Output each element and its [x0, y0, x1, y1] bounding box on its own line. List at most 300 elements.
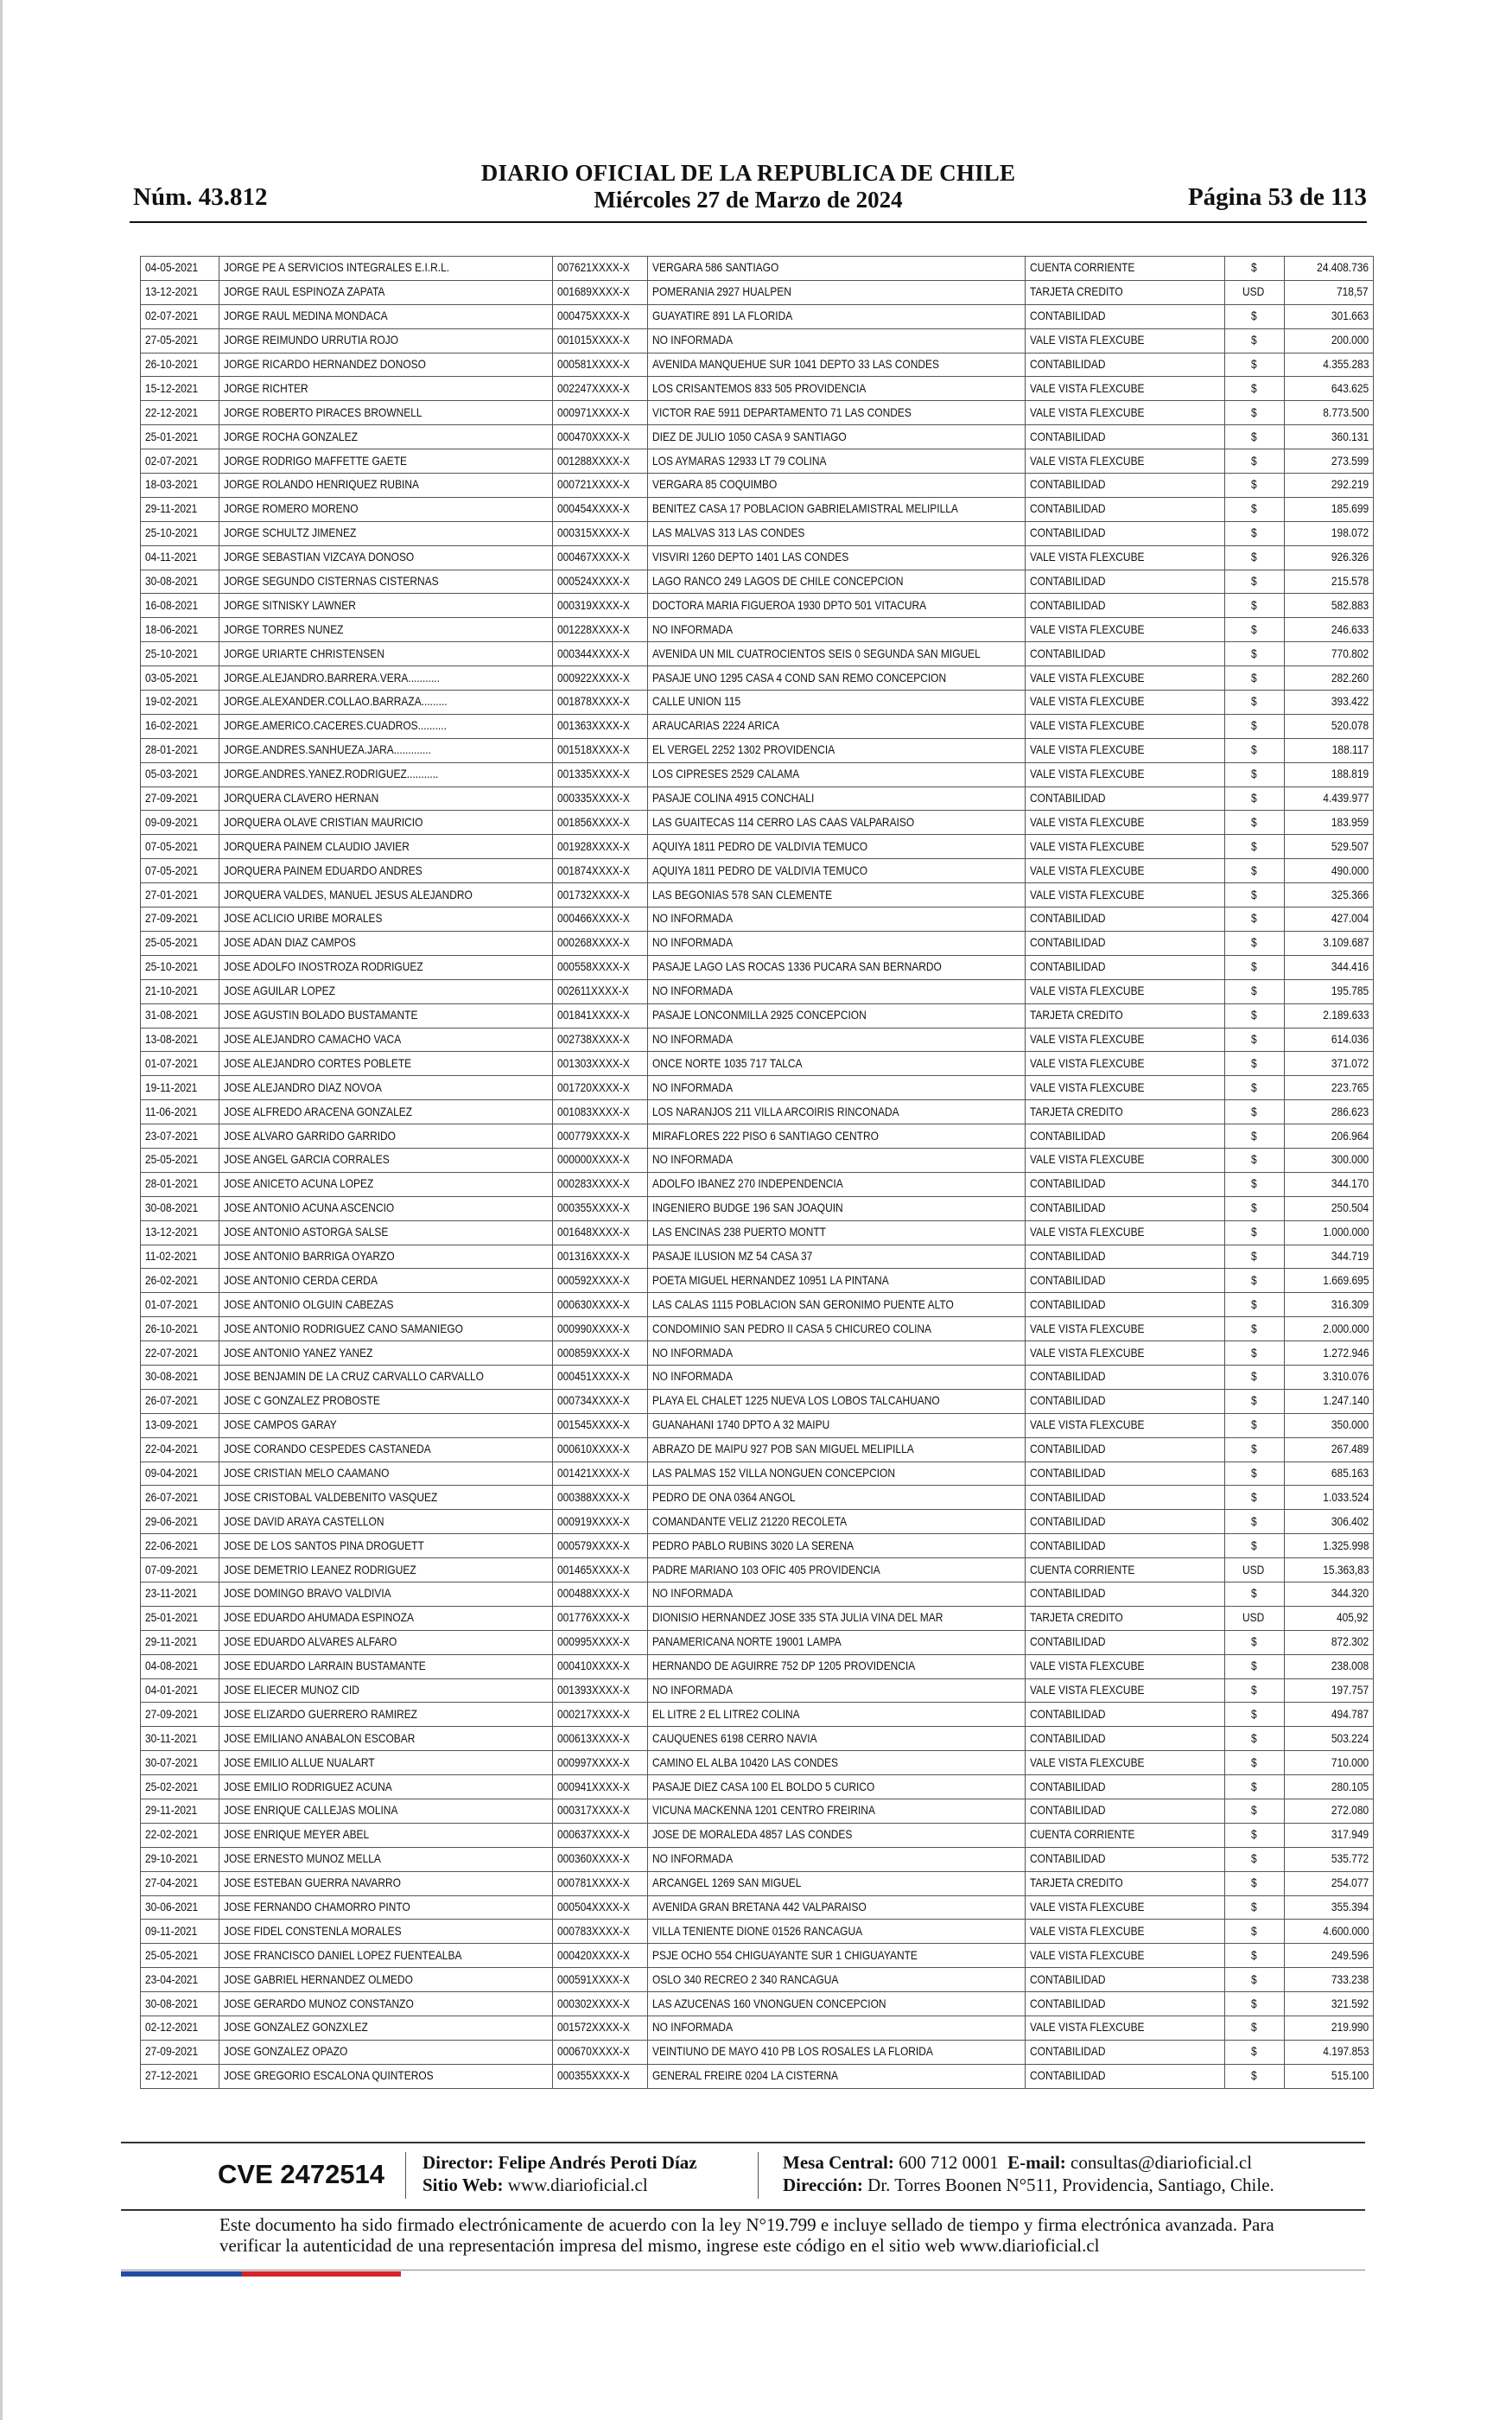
table-row — [141, 2016, 1374, 2041]
cell-name — [219, 328, 553, 353]
cell-currency-text: $ — [1251, 454, 1257, 468]
cell-currency — [1225, 1341, 1285, 1366]
cell-rut — [553, 1196, 648, 1220]
cell-currency-text: $ — [1251, 671, 1257, 685]
cell-name-text: JORGE SITNISKY LAWNER — [224, 598, 356, 612]
cell-account-type-text: VALE VISTA FLEXCUBE — [1030, 1683, 1145, 1697]
table-row — [141, 1992, 1374, 2016]
cell-name-text: JOSE ELIECER MUNOZ CID — [224, 1683, 359, 1697]
cell-name — [219, 304, 553, 328]
cell-amount-text: 3.310.076 — [1322, 1370, 1369, 1384]
cell-amount — [1285, 1389, 1374, 1413]
cell-address — [648, 1437, 1026, 1462]
cell-name — [219, 1413, 553, 1437]
cell-date-text: 02-07-2021 — [145, 454, 199, 468]
table-row — [141, 425, 1374, 449]
cell-amount-text: 219.990 — [1331, 2021, 1369, 2035]
cell-rut — [553, 1606, 648, 1630]
cell-amount-text: 282.260 — [1331, 671, 1369, 685]
cell-address-text: LOS NARANJOS 211 VILLA ARCOIRIS RINCONADA — [652, 1105, 899, 1118]
cell-address-text: NO INFORMADA — [652, 912, 734, 926]
cell-currency — [1225, 1630, 1285, 1654]
cell-address-text: GUAYATIRE 891 LA FLORIDA — [652, 309, 793, 323]
cell-rut-text: 000922XXXX-X — [557, 671, 630, 685]
cell-currency-text: $ — [1251, 960, 1257, 974]
cell-amount-text: 185.699 — [1331, 502, 1369, 516]
cell-name — [219, 738, 553, 762]
cell-name — [219, 1871, 553, 1895]
cell-account-type-text: CONTABILIDAD — [1030, 598, 1106, 612]
cell-address — [648, 1245, 1026, 1269]
cell-amount — [1285, 1510, 1374, 1534]
cell-address-text: LAS CALAS 1115 POBLACION SAN GERONIMO PUENTE ALTO — [652, 1297, 954, 1311]
cell-date-text: 27-09-2021 — [145, 792, 199, 806]
cell-currency-text: $ — [1251, 261, 1257, 275]
cell-rut — [553, 1124, 648, 1149]
cell-rut-text: 000470XXXX-X — [557, 430, 630, 443]
cell-amount-text: 1.669.695 — [1322, 1273, 1369, 1287]
cell-date — [141, 883, 219, 908]
cell-currency — [1225, 1172, 1285, 1196]
cell-address — [648, 545, 1026, 570]
cell-rut — [553, 545, 648, 570]
cell-name — [219, 425, 553, 449]
cell-name — [219, 1124, 553, 1149]
cell-address — [648, 1052, 1026, 1076]
cell-name — [219, 1148, 553, 1172]
address-line — [783, 2175, 1274, 2196]
cell-amount — [1285, 1269, 1374, 1293]
cell-amount-text: 710.000 — [1331, 1755, 1369, 1769]
cell-name — [219, 1654, 553, 1678]
cell-address-text: DIONISIO HERNANDEZ JOSE 335 STA JULIA VINA DEL MAR — [652, 1611, 943, 1625]
cell-address-text: INGENIERO BUDGE 196 SAN JOAQUIN — [652, 1201, 843, 1215]
cell-account-type — [1026, 1148, 1225, 1172]
cell-date-text: 27-01-2021 — [145, 888, 199, 901]
cell-name — [219, 474, 553, 498]
cell-account-type — [1026, 1437, 1225, 1462]
cell-amount — [1285, 497, 1374, 521]
cell-account-type — [1026, 642, 1225, 666]
table-row — [141, 1775, 1374, 1799]
signature-notice: Este documento ha sido firmado electrónicamente de acuerdo con la ley N°19.799 e incluye sellado de tiempo y firma electrónica avanzada. Para verificar la autenticidad de una representación impresa del mismo, ingrese este código en el sitio web www.diarioficial.cl — [219, 2214, 1274, 2256]
cell-account-type — [1026, 1871, 1225, 1895]
cell-date-text: 09-09-2021 — [145, 815, 199, 829]
cell-name-text: JOSE EDUARDO AHUMADA ESPINOZA — [224, 1611, 415, 1625]
cell-name — [219, 1703, 553, 1727]
cell-amount-text: 195.785 — [1331, 984, 1369, 998]
cell-date-text: 26-10-2021 — [145, 358, 199, 371]
cell-rut-text: 001288XXXX-X — [557, 454, 630, 468]
cell-account-type — [1026, 811, 1225, 835]
cell-date-text: 23-11-2021 — [145, 1587, 198, 1601]
cell-address — [648, 570, 1026, 594]
cell-address-text: NO INFORMADA — [652, 1080, 734, 1094]
website-link[interactable]: www.diarioficial.cl — [507, 2175, 648, 2195]
cell-date-text: 09-11-2021 — [145, 1924, 198, 1938]
cell-date — [141, 1534, 219, 1558]
cell-currency-text: $ — [1251, 1080, 1257, 1094]
cell-rut — [553, 1847, 648, 1871]
cell-date — [141, 1823, 219, 1847]
cell-date — [141, 2016, 219, 2041]
cell-currency-text: $ — [1251, 358, 1257, 371]
table-row — [141, 762, 1374, 786]
cell-currency-text: $ — [1251, 1201, 1257, 1215]
cell-account-type-text: CONTABILIDAD — [1030, 1587, 1106, 1601]
cell-account-type — [1026, 2016, 1225, 2041]
cell-account-type-text: CONTABILIDAD — [1030, 1996, 1106, 2010]
cell-amount-text: 4.439.977 — [1322, 792, 1369, 806]
cell-account-type — [1026, 1486, 1225, 1510]
cell-amount — [1285, 1727, 1374, 1751]
cell-address — [648, 786, 1026, 811]
cell-rut-text: 001545XXXX-X — [557, 1418, 630, 1432]
cell-account-type — [1026, 304, 1225, 328]
cell-date — [141, 1558, 219, 1583]
cell-amount-text: 238.008 — [1331, 1659, 1369, 1673]
cell-currency-text: $ — [1251, 1394, 1257, 1408]
cell-name — [219, 1486, 553, 1510]
cell-amount — [1285, 859, 1374, 883]
cell-rut-text: 000217XXXX-X — [557, 1707, 630, 1721]
cell-date — [141, 1968, 219, 1992]
table-row — [141, 811, 1374, 835]
cell-date — [141, 1775, 219, 1799]
cell-amount — [1285, 1606, 1374, 1630]
cell-rut-text: 000734XXXX-X — [557, 1394, 630, 1408]
cell-amount-text: 926.326 — [1331, 551, 1369, 564]
cell-date — [141, 1172, 219, 1196]
cell-rut — [553, 1052, 648, 1076]
cell-rut-text: 001303XXXX-X — [557, 1056, 630, 1070]
cell-address-text: DOCTORA MARIA FIGUEROA 1930 DPTO 501 VITACURA — [652, 598, 927, 612]
cell-rut-text: 001572XXXX-X — [557, 2021, 630, 2035]
cell-name-text: JOSE ALEJANDRO DIAZ NOVOA — [224, 1080, 382, 1094]
cell-account-type — [1026, 1341, 1225, 1366]
cell-date-text: 27-09-2021 — [145, 912, 199, 926]
cell-rut-text: 001689XXXX-X — [557, 285, 630, 299]
cell-currency-text: $ — [1251, 792, 1257, 806]
cell-amount — [1285, 280, 1374, 304]
cell-date-text: 29-11-2021 — [145, 1635, 198, 1649]
cell-currency-text: $ — [1251, 502, 1257, 516]
cell-account-type — [1026, 931, 1225, 955]
cell-name — [219, 545, 553, 570]
table-row — [141, 401, 1374, 425]
table-row — [141, 1510, 1374, 1534]
cell-currency-text: $ — [1251, 1129, 1257, 1143]
cell-date — [141, 1003, 219, 1028]
cell-name — [219, 280, 553, 304]
cell-currency-text: $ — [1251, 1297, 1257, 1311]
cell-currency — [1225, 1220, 1285, 1245]
cell-rut-text: 000670XXXX-X — [557, 2045, 630, 2059]
cell-rut-text: 001421XXXX-X — [557, 1466, 630, 1480]
cell-currency-text: $ — [1251, 815, 1257, 829]
cell-name-text: JORQUERA PAINEM CLAUDIO JAVIER — [224, 839, 410, 853]
website-line — [422, 2175, 648, 2196]
cell-currency-text: USD — [1242, 1611, 1264, 1625]
website-label: Sitio Web: — [422, 2175, 504, 2195]
cell-currency-text: $ — [1251, 309, 1257, 323]
cell-account-type — [1026, 1462, 1225, 1486]
cell-name-text: JORGE RICARDO HERNANDEZ DONOSO — [224, 358, 426, 371]
cell-currency-text: $ — [1251, 1828, 1257, 1842]
table-row — [141, 1944, 1374, 1968]
cell-amount — [1285, 304, 1374, 328]
cell-currency-text: $ — [1251, 888, 1257, 901]
cell-rut — [553, 1437, 648, 1462]
cell-rut — [553, 1269, 648, 1293]
cell-currency-text: $ — [1251, 1538, 1257, 1552]
table-row — [141, 1751, 1374, 1775]
cell-account-type-text: VALE VISTA FLEXCUBE — [1030, 1418, 1145, 1432]
cell-currency-text: $ — [1251, 646, 1257, 660]
cell-address-text: LAGO RANCO 249 LAGOS DE CHILE CONCEPCION — [652, 575, 904, 589]
cell-address-text: LAS MALVAS 313 LAS CONDES — [652, 526, 805, 540]
director-label: Director: Felipe Andrés Peroti Díaz — [422, 2152, 697, 2173]
cell-address — [648, 1678, 1026, 1703]
cell-account-type — [1026, 1920, 1225, 1944]
cell-address — [648, 1196, 1026, 1220]
cell-account-type-text: CONTABILIDAD — [1030, 1177, 1106, 1191]
cell-amount-text: 188.117 — [1331, 743, 1369, 757]
cell-rut-text: 000591XXXX-X — [557, 1972, 630, 1986]
cell-address — [648, 691, 1026, 715]
cell-currency-text: $ — [1251, 1876, 1257, 1890]
cell-name — [219, 1293, 553, 1317]
cell-account-type — [1026, 738, 1225, 762]
cell-date-text: 16-02-2021 — [145, 719, 199, 733]
cell-name — [219, 1196, 553, 1220]
cell-rut-text: 000637XXXX-X — [557, 1828, 630, 1842]
cell-amount — [1285, 425, 1374, 449]
cell-account-type — [1026, 1606, 1225, 1630]
cell-address-text: VERGARA 85 COQUIMBO — [652, 478, 778, 492]
table-row — [141, 1678, 1374, 1703]
cell-name-text: JOSE GONZALEZ GONZXLEZ — [224, 2021, 368, 2035]
table-row — [141, 1052, 1374, 1076]
cell-address — [648, 666, 1026, 691]
cell-currency — [1225, 401, 1285, 425]
cell-currency-text: $ — [1251, 1442, 1257, 1456]
cell-date — [141, 786, 219, 811]
cell-date-text: 13-12-2021 — [145, 285, 199, 299]
cell-account-type — [1026, 1847, 1225, 1871]
cell-amount-text: 427.004 — [1331, 912, 1369, 926]
cell-address-text: POMERANIA 2927 HUALPEN — [652, 285, 791, 299]
table-row — [141, 1172, 1374, 1196]
cell-address-text: NO INFORMADA — [652, 1032, 734, 1046]
cell-rut-text: 001878XXXX-X — [557, 695, 630, 709]
email-link[interactable]: consultas@diarioficial.cl — [1070, 2152, 1253, 2173]
cell-rut — [553, 1389, 648, 1413]
cell-amount-text: 215.578 — [1331, 575, 1369, 589]
cell-address — [648, 497, 1026, 521]
cell-amount-text: 872.302 — [1331, 1635, 1369, 1649]
cell-account-type-text: CONTABILIDAD — [1030, 1442, 1106, 1456]
cell-date-text: 30-07-2021 — [145, 1755, 199, 1769]
table-row — [141, 1220, 1374, 1245]
cell-account-type-text: CONTABILIDAD — [1030, 1731, 1106, 1745]
cell-date — [141, 497, 219, 521]
cell-rut — [553, 257, 648, 281]
cell-amount-text: 490.000 — [1331, 863, 1369, 877]
cell-date-text: 30-08-2021 — [145, 1370, 199, 1384]
table-row — [141, 618, 1374, 642]
cell-address-text: VISVIRI 1260 DEPTO 1401 LAS CONDES — [652, 551, 849, 564]
cell-rut — [553, 2016, 648, 2041]
cell-amount-text: 770.802 — [1331, 646, 1369, 660]
cell-date-text: 04-08-2021 — [145, 1659, 199, 1673]
cell-name — [219, 570, 553, 594]
table-row — [141, 1389, 1374, 1413]
cell-currency — [1225, 521, 1285, 545]
cell-name — [219, 835, 553, 859]
cell-amount-text: 272.080 — [1331, 1804, 1369, 1818]
cell-address-text: AVENIDA GRAN BRETANA 442 VALPARAISO — [652, 1901, 867, 1914]
cell-date — [141, 618, 219, 642]
cell-rut — [553, 2040, 648, 2064]
cell-account-type — [1026, 545, 1225, 570]
cell-date-text: 25-10-2021 — [145, 526, 199, 540]
cell-date-text: 04-11-2021 — [145, 551, 198, 564]
cell-date — [141, 1510, 219, 1534]
cell-currency — [1225, 979, 1285, 1003]
cell-currency-text: $ — [1251, 1659, 1257, 1673]
cell-name-text: JORQUERA VALDES, MANUEL JESUS ALEJANDRO — [224, 888, 473, 901]
cell-address — [648, 1028, 1026, 1052]
cell-name-text: JOSE CRISTOBAL VALDEBENITO VASQUEZ — [224, 1490, 438, 1504]
cell-address-text: PASAJE LONCONMILLA 2925 CONCEPCION — [652, 1009, 867, 1022]
cell-rut-text: 000335XXXX-X — [557, 792, 630, 806]
cell-account-type-text: CUENTA CORRIENTE — [1030, 1563, 1135, 1576]
table-row — [141, 570, 1374, 594]
cell-amount — [1285, 1124, 1374, 1149]
cell-name — [219, 401, 553, 425]
email-label: E-mail: — [1007, 2152, 1066, 2173]
cell-amount-text: 643.625 — [1331, 381, 1369, 395]
cell-currency-text: $ — [1251, 1418, 1257, 1432]
cell-amount — [1285, 1052, 1374, 1076]
cell-name-text: JOSE ANTONIO ACUNA ASCENCIO — [224, 1201, 395, 1215]
cell-name-text: JORGE SEGUNDO CISTERNAS CISTERNAS — [224, 575, 439, 589]
cell-currency — [1225, 2016, 1285, 2041]
table-row — [141, 1076, 1374, 1100]
cell-currency-text: $ — [1251, 1490, 1257, 1504]
cell-date-text: 30-11-2021 — [145, 1731, 198, 1745]
cell-date-text: 13-09-2021 — [145, 1418, 199, 1432]
cell-currency — [1225, 257, 1285, 281]
cell-date — [141, 2064, 219, 2088]
mesa-phone: 600 712 0001 — [899, 2152, 999, 2173]
cell-account-type-text: TARJETA CREDITO — [1030, 1009, 1123, 1022]
table-row — [141, 1703, 1374, 1727]
cell-rut — [553, 1823, 648, 1847]
cell-date-text: 25-05-2021 — [145, 1153, 199, 1167]
cell-account-type-text: CONTABILIDAD — [1030, 478, 1106, 492]
cell-account-type — [1026, 1317, 1225, 1341]
cell-address-text: ADOLFO IBANEZ 270 INDEPENDENCIA — [652, 1177, 843, 1191]
cell-name-text: JOSE ANTONIO CERDA CERDA — [224, 1273, 378, 1287]
cell-currency — [1225, 908, 1285, 932]
cell-currency-text: USD — [1242, 285, 1264, 299]
cell-date-text: 27-04-2021 — [145, 1876, 199, 1890]
cell-address — [648, 1341, 1026, 1366]
cell-account-type-text: VALE VISTA FLEXCUBE — [1030, 622, 1145, 636]
cell-name-text: JOSE GABRIEL HERNANDEZ OLMEDO — [224, 1972, 413, 1986]
cell-address — [648, 1992, 1026, 2016]
cell-amount — [1285, 1003, 1374, 1028]
cell-rut-text: 000630XXXX-X — [557, 1297, 630, 1311]
cell-address-text: LAS ENCINAS 238 PUERTO MONTT — [652, 1226, 826, 1239]
cell-amount-text: 344.719 — [1331, 1249, 1369, 1263]
cell-address — [648, 1727, 1026, 1751]
cell-account-type-text: CONTABILIDAD — [1030, 1490, 1106, 1504]
cell-address — [648, 859, 1026, 883]
cell-rut-text: 001465XXXX-X — [557, 1563, 630, 1576]
cell-amount — [1285, 1823, 1374, 1847]
cell-account-type — [1026, 1630, 1225, 1654]
cell-account-type-text: CONTABILIDAD — [1030, 526, 1106, 540]
cell-currency-text: $ — [1251, 1852, 1257, 1866]
cell-date — [141, 1220, 219, 1245]
cell-rut-text: 002738XXXX-X — [557, 1032, 630, 1046]
cell-account-type-text: VALE VISTA FLEXCUBE — [1030, 888, 1145, 901]
cell-address-text: LOS AYMARAS 12933 LT 79 COLINA — [652, 454, 827, 468]
cell-rut — [553, 497, 648, 521]
cell-address-text: EL VERGEL 2252 1302 PROVIDENCIA — [652, 743, 835, 757]
table-row — [141, 1437, 1374, 1462]
cell-account-type-text: CONTABILIDAD — [1030, 1394, 1106, 1408]
cell-date-text: 26-07-2021 — [145, 1394, 199, 1408]
cell-amount — [1285, 1558, 1374, 1583]
cell-date-text: 13-12-2021 — [145, 1226, 199, 1239]
cell-date-text: 15-12-2021 — [145, 381, 199, 395]
cell-date — [141, 1052, 219, 1076]
cell-currency-text: $ — [1251, 863, 1257, 877]
cell-account-type — [1026, 1558, 1225, 1583]
cell-date — [141, 1317, 219, 1341]
cell-account-type — [1026, 955, 1225, 979]
cell-rut — [553, 1172, 648, 1196]
cell-date — [141, 521, 219, 545]
cell-name-text: JOSE ALVARO GARRIDO GARRIDO — [224, 1129, 396, 1143]
cell-currency — [1225, 1727, 1285, 1751]
cell-account-type-text: VALE VISTA FLEXCUBE — [1030, 839, 1145, 853]
cell-account-type — [1026, 1172, 1225, 1196]
cell-date-text: 30-08-2021 — [145, 575, 199, 589]
cell-date-text: 05-03-2021 — [145, 767, 199, 781]
cell-currency-text: $ — [1251, 936, 1257, 950]
cell-date — [141, 1341, 219, 1366]
cell-amount — [1285, 1100, 1374, 1124]
cell-rut-text: 000610XXXX-X — [557, 1442, 630, 1456]
cell-account-type — [1026, 979, 1225, 1003]
cell-address — [648, 1606, 1026, 1630]
cell-currency-text: $ — [1251, 405, 1257, 419]
cell-currency — [1225, 1317, 1285, 1341]
cell-account-type-text: VALE VISTA FLEXCUBE — [1030, 551, 1145, 564]
cell-rut — [553, 859, 648, 883]
cell-address-text: POETA MIGUEL HERNANDEZ 10951 LA PINTANA — [652, 1273, 889, 1287]
cell-rut-text: 001015XXXX-X — [557, 334, 630, 347]
cell-date — [141, 1847, 219, 1871]
header-divider — [130, 221, 1367, 223]
cell-address — [648, 1003, 1026, 1028]
cell-rut — [553, 666, 648, 691]
